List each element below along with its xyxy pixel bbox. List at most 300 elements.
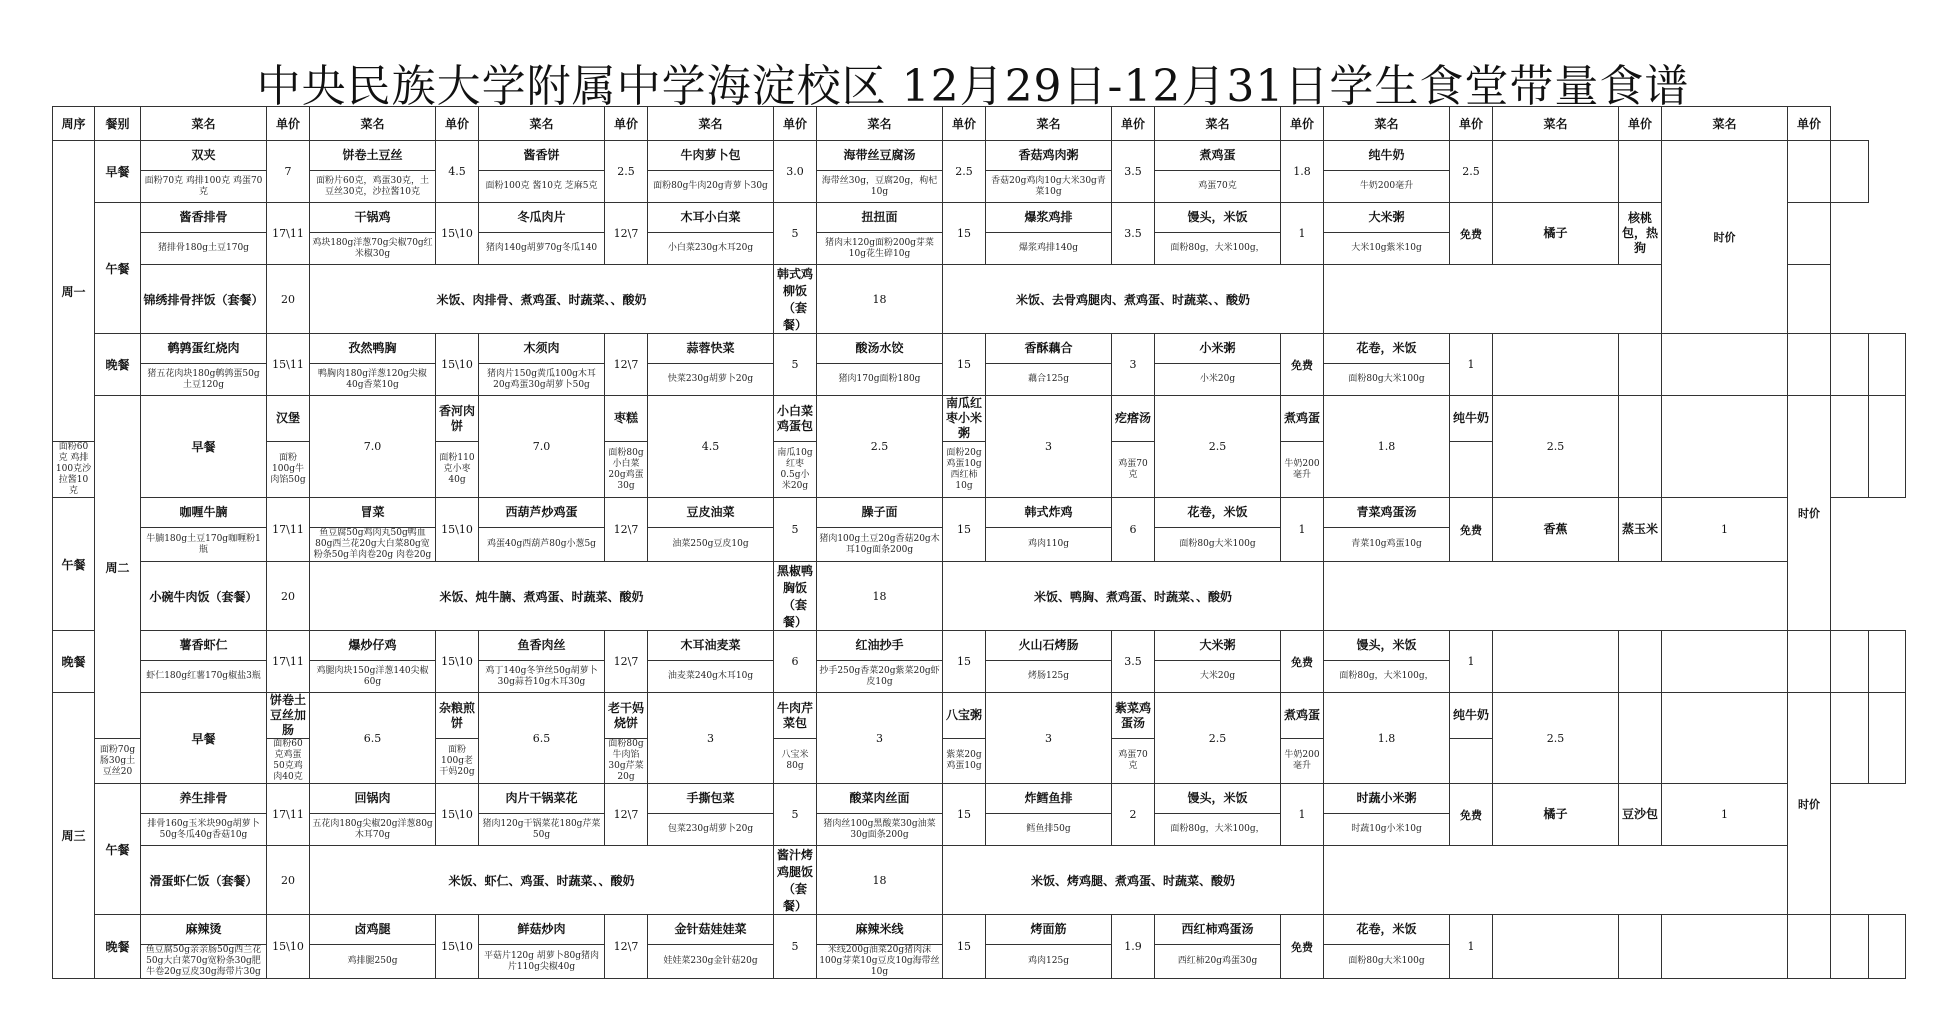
empty-cell (1493, 915, 1619, 979)
empty-cell (1788, 334, 1831, 396)
snack-name: 核桃包，热狗 (1619, 203, 1662, 265)
header-cell: 菜名 (141, 107, 267, 141)
dish-price: 2.5 (1155, 396, 1281, 498)
dish-ingredients: 包菜230g胡萝卜20g (648, 814, 774, 846)
header-cell: 单价 (267, 107, 310, 141)
empty-cell (1619, 915, 1662, 979)
header-cell: 周序 (53, 107, 95, 141)
dish-price: 15 (943, 631, 986, 693)
dish-ingredients: 猪肉140g胡萝70g冬瓜140 (479, 233, 605, 265)
dish-ingredients: 猪肉末120g面粉200g芽菜10g花生碎10g (817, 233, 943, 265)
combo-price: 20 (267, 265, 310, 334)
dish-price: 5 (774, 498, 817, 562)
snack-price: 1 (1662, 498, 1788, 562)
dish-price: 17\11 (267, 784, 310, 846)
day-label: 周二 (95, 396, 141, 739)
dish-ingredients: 香菇20g鸡肉10g大米30g青菜10g (986, 171, 1112, 203)
dish-price: 1 (1281, 203, 1324, 265)
dish-price: 2.5 (1493, 693, 1619, 784)
meal-label-lunch: 午餐 (53, 498, 95, 631)
dish-name: 孜然鸭胸 (310, 334, 436, 364)
combo-contents: 米饭、烤鸡腿、煮鸡蛋、时蔬菜、酸奶 (943, 846, 1324, 915)
dish-ingredients: 抄手250g香菜20g紫菜20g虾皮10g (817, 661, 943, 693)
dish-price: 17\11 (267, 498, 310, 562)
empty-cell (1619, 334, 1662, 396)
combo-contents: 米饭、鸭胸、煮鸡蛋、时蔬菜、、酸奶 (943, 562, 1324, 631)
dish-ingredients: 猪排骨180g土豆170g (141, 233, 267, 265)
header-cell: 菜名 (986, 107, 1112, 141)
dish-price: 1 (1450, 334, 1493, 396)
dish-ingredients: 鳕鱼排50g (986, 814, 1112, 846)
header-cell: 菜名 (1493, 107, 1619, 141)
dish-ingredients: 猪肉片150g黄瓜100g木耳20g鸡蛋30g胡萝卜50g (479, 364, 605, 396)
dish-ingredients: 面粉70克 鸡排100克 鸡蛋70克 (141, 171, 267, 203)
dish-ingredients: 鸡块180g洋葱70g尖椒70g红米椒30g (310, 233, 436, 265)
meal-label-dinner: 晚餐 (53, 631, 95, 693)
dish-ingredients: 牛奶200毫升 (1281, 739, 1324, 784)
dish-ingredients: 面粉70g肠30g土豆丝20 (95, 739, 141, 784)
dish-name: 薯香虾仁 (141, 631, 267, 661)
dish-name: 馒头，米饭 (1155, 784, 1281, 814)
dish-ingredients: 鸡蛋70克 (1155, 171, 1281, 203)
dish-ingredients: 海带丝30g，豆腐20g，枸杞10g (817, 171, 943, 203)
dish-name: 酱香排骨 (141, 203, 267, 233)
combo-contents: 米饭、去骨鸡腿肉、煮鸡蛋、时蔬菜、、酸奶 (943, 265, 1324, 334)
dish-price: 1 (1450, 631, 1493, 693)
empty-cell (1493, 334, 1619, 396)
empty-cell (1868, 396, 1906, 498)
dish-price: 15\10 (267, 915, 310, 979)
dish-ingredients: 面粉100克 酱10克 芝麻5克 (479, 171, 605, 203)
dish-ingredients: 鸡丁140g冬笋丝50g胡萝卜30g蒜苔10g木耳30g (479, 661, 605, 693)
menu-table (52, 106, 1906, 979)
fruit-name: 橘子 (1493, 203, 1619, 265)
dish-price: 1 (1450, 915, 1493, 979)
dish-name: 木耳小白菜 (648, 203, 774, 233)
dish-price: 免费 (1281, 334, 1324, 396)
dish-ingredients: 快菜230g胡萝卜20g (648, 364, 774, 396)
header-cell: 菜名 (648, 107, 774, 141)
day-label: 周一 (53, 141, 95, 442)
dish-name: 牛肉芹菜包 (774, 693, 817, 739)
dish-price: 1.8 (1281, 141, 1324, 203)
header-cell: 单价 (1112, 107, 1155, 141)
dish-ingredients: 面粉100g老干妈20g (436, 739, 479, 784)
dish-name: 南瓜红枣小米粥 (943, 396, 986, 442)
shared-price: 时价 (1788, 396, 1831, 631)
dish-ingredients: 小米20g (1155, 364, 1281, 396)
dish-price: 3 (1112, 334, 1155, 396)
dish-name: 卤鸡腿 (310, 915, 436, 945)
dish-price: 1 (1281, 784, 1324, 846)
dish-price: 免费 (1281, 915, 1324, 979)
dish-price: 3 (817, 693, 943, 784)
dish-price: 2 (1112, 784, 1155, 846)
dish-ingredients: 面粉80g，大米100g， (1155, 814, 1281, 846)
dish-name: 疙瘩汤 (1112, 396, 1155, 442)
meal-label-lunch: 午餐 (95, 203, 141, 334)
dish-name: 鲜菇炒肉 (479, 915, 605, 945)
header-cell: 单价 (1788, 107, 1831, 141)
dish-price: 15\11 (267, 334, 310, 396)
dish-price: 5 (774, 784, 817, 846)
dish-name: 煮鸡蛋 (1155, 141, 1281, 171)
dish-name: 麻辣烫 (141, 915, 267, 945)
header-cell: 菜名 (479, 107, 605, 141)
header-cell: 单价 (436, 107, 479, 141)
empty-cell (1868, 915, 1906, 979)
meal-label-dinner: 晚餐 (95, 915, 141, 979)
empty-cell (1324, 265, 1831, 334)
day-label: 周三 (53, 693, 95, 979)
dish-price: 免费 (1450, 498, 1493, 562)
dish-name: 酸菜肉丝面 (817, 784, 943, 814)
shared-price: 时价 (1662, 141, 1788, 334)
dish-ingredients: 时蔬10g小米10g (1324, 814, 1450, 846)
dish-ingredients: 青菜10g鸡蛋10g (1324, 528, 1450, 562)
dish-name: 大米粥 (1324, 203, 1450, 233)
header-cell: 单价 (1281, 107, 1324, 141)
dish-ingredients: 米线200g油菜20g猪肉沫100g芽菜10g豆皮10g海带丝10g (817, 945, 943, 979)
dish-price: 17\11 (267, 203, 310, 265)
dish-name: 馒头，米饭 (1324, 631, 1450, 661)
snack-name: 蒸玉米 (1619, 498, 1662, 562)
dish-name: 煮鸡蛋 (1281, 396, 1324, 442)
dish-name: 花卷，米饭 (1324, 915, 1450, 945)
dish-price: 2.5 (1155, 693, 1281, 784)
dish-name: 冒菜 (310, 498, 436, 528)
combo-name: 酱汁烤鸡腿饭（套餐） (774, 846, 817, 915)
dish-name: 干锅鸡 (310, 203, 436, 233)
empty-cell (1619, 141, 1662, 203)
dish-name: 扭扭面 (817, 203, 943, 233)
meal-label-breakfast: 早餐 (141, 396, 267, 498)
dish-price: 15\10 (436, 915, 479, 979)
header-cell: 单价 (605, 107, 648, 141)
dish-price: 15\10 (436, 631, 479, 693)
dish-ingredients: 面粉80g牛肉20g青萝卜30g (648, 171, 774, 203)
dish-price: 5 (774, 915, 817, 979)
empty-cell (1662, 915, 1788, 979)
dish-name: 老干妈烧饼 (605, 693, 648, 739)
empty-cell (1831, 915, 1869, 979)
empty-cell (1662, 396, 1788, 498)
combo-name: 滑蛋虾仁饭（套餐） (141, 846, 267, 915)
dish-name: 纯牛奶 (1450, 693, 1493, 739)
dish-name: 木耳油麦菜 (648, 631, 774, 661)
dish-ingredients: 鸡肉110g (986, 528, 1112, 562)
dish-ingredients: 娃娃菜230g金针菇20g (648, 945, 774, 979)
dish-price: 免费 (1281, 631, 1324, 693)
header-cell: 菜名 (1662, 107, 1788, 141)
empty-cell (1831, 396, 1869, 498)
dish-name: 纯牛奶 (1450, 396, 1493, 442)
dish-name: 牛肉萝卜包 (648, 141, 774, 171)
dish-name: 炸鳕鱼排 (986, 784, 1112, 814)
combo-contents: 米饭、虾仁、鸡蛋、时蔬菜、、酸奶 (310, 846, 774, 915)
combo-price: 18 (817, 562, 943, 631)
dish-name: 饼卷土豆丝 (310, 141, 436, 171)
dish-price: 15\10 (436, 498, 479, 562)
header-cell: 菜名 (1324, 107, 1450, 141)
dish-price: 6.5 (479, 693, 605, 784)
dish-price: 5 (774, 203, 817, 265)
dish-price: 12\7 (605, 784, 648, 846)
dish-price: 12\7 (605, 631, 648, 693)
dish-name: 杂粮煎饼 (436, 693, 479, 739)
combo-name: 小碗牛肉饭（套餐） (141, 562, 267, 631)
empty-cell (1619, 693, 1662, 784)
shared-price: 时价 (1788, 693, 1831, 915)
dish-name: 臊子面 (817, 498, 943, 528)
dish-ingredients: 猪五花肉块180g鹌鹑蛋50g土豆120g (141, 364, 267, 396)
dish-name: 大米粥 (1155, 631, 1281, 661)
dish-ingredients: 鸭胸肉180g洋葱120g尖椒40g香菜10g (310, 364, 436, 396)
dish-price: 3.5 (1112, 203, 1155, 265)
meal-label-breakfast: 早餐 (95, 141, 141, 203)
dish-ingredients: 八宝米80g (774, 739, 817, 784)
dish-name: 馒头，米饭 (1155, 203, 1281, 233)
dish-ingredients: 猪肉丝100g黑酸菜30g油菜30g面条200g (817, 814, 943, 846)
dish-ingredients: 鸡蛋70克 (1112, 442, 1155, 498)
dish-price: 3 (986, 693, 1112, 784)
dish-ingredients: 小白菜230g木耳20g (648, 233, 774, 265)
dish-name: 香菇鸡肉粥 (986, 141, 1112, 171)
dish-price: 17\11 (267, 631, 310, 693)
dish-name: 汉堡 (267, 396, 310, 442)
dish-ingredients: 面粉60克鸡蛋50克鸡肉40克 (267, 739, 310, 784)
dish-price: 1 (1281, 498, 1324, 562)
dish-ingredients: 鸡排腿250g (310, 945, 436, 979)
dish-ingredients: 牛腩180g土豆170g咖喱粉1瓶 (141, 528, 267, 562)
dish-name: 酸汤水饺 (817, 334, 943, 364)
dish-name: 小白菜鸡蛋包 (774, 396, 817, 442)
dish-name: 海带丝豆腐汤 (817, 141, 943, 171)
dish-ingredients: 面粉80g，大米100g， (1324, 661, 1450, 693)
dish-name: 西葫芦炒鸡蛋 (479, 498, 605, 528)
dish-price: 3.5 (1112, 631, 1155, 693)
empty-cell (1493, 631, 1619, 693)
dish-price: 15\10 (436, 334, 479, 396)
empty-cell (1493, 141, 1619, 203)
dish-ingredients: 牛奶200毫升 (1324, 171, 1450, 203)
dish-name: 肉片干锅菜花 (479, 784, 605, 814)
dish-price: 5 (774, 334, 817, 396)
dish-ingredients: 猪肉100g土豆20g香菇20g木耳10g面条200g (817, 528, 943, 562)
dish-price: 7 (267, 141, 310, 203)
dish-name: 香河肉饼 (436, 396, 479, 442)
combo-contents: 米饭、炖牛腩、煮鸡蛋、时蔬菜、酸奶 (310, 562, 774, 631)
dish-ingredients: 猪肉170g面粉180g (817, 364, 943, 396)
empty-cell (1788, 141, 1831, 203)
snack-price (1788, 203, 1831, 265)
dish-price: 12\7 (605, 498, 648, 562)
combo-price: 20 (267, 562, 310, 631)
dish-name: 煮鸡蛋 (1281, 693, 1324, 739)
dish-price: 2.5 (605, 141, 648, 203)
dish-name: 酱香饼 (479, 141, 605, 171)
dish-ingredients: 油菜250g豆皮10g (648, 528, 774, 562)
dish-ingredients: 面粉20g鸡蛋10g西红柿10g (943, 442, 986, 498)
dish-ingredients: 面粉80g，大米100g， (1155, 233, 1281, 265)
dish-ingredients: 鸡蛋40g西葫芦80g小葱5g (479, 528, 605, 562)
header-row (53, 107, 1906, 141)
dish-name: 饼卷土豆丝加肠 (267, 693, 310, 739)
dish-ingredients: 紫菜20g鸡蛋10g (943, 739, 986, 784)
dish-ingredients: 面粉80g小白菜20g鸡蛋30g (605, 442, 648, 498)
dish-name: 爆炒仔鸡 (310, 631, 436, 661)
dish-price: 15\10 (436, 784, 479, 846)
dish-name: 豆皮油菜 (648, 498, 774, 528)
dish-price: 2.5 (1450, 141, 1493, 203)
dish-name: 香酥藕合 (986, 334, 1112, 364)
dish-name: 时蔬小米粥 (1324, 784, 1450, 814)
empty-cell (1831, 693, 1869, 784)
dish-ingredients: 面粉片60克，鸡蛋30克，土豆丝30克，沙拉酱10克 (310, 171, 436, 203)
dish-price: 6 (1112, 498, 1155, 562)
dish-ingredients: 面粉80g大米100g (1324, 945, 1450, 979)
empty-cell (1324, 846, 1831, 915)
dish-ingredients: 大米20g (1155, 661, 1281, 693)
dish-ingredients: 南瓜10g红枣0.5g小米20g (774, 442, 817, 498)
dish-price: 6 (774, 631, 817, 693)
empty-cell (1662, 334, 1788, 396)
dish-name: 西红柿鸡蛋汤 (1155, 915, 1281, 945)
dish-price: 6.5 (310, 693, 436, 784)
snack-price: 1 (1662, 784, 1788, 846)
dish-ingredients: 鸡蛋70克 (1112, 739, 1155, 784)
dish-price: 15 (943, 203, 986, 265)
dish-price: 12\7 (605, 915, 648, 979)
dish-price: 15 (943, 334, 986, 396)
empty-cell (1662, 631, 1788, 693)
dish-ingredients: 排骨160g玉米块90g胡萝卜50g冬瓜40g香菇10g (141, 814, 267, 846)
combo-price: 18 (817, 846, 943, 915)
empty-cell (1868, 693, 1906, 784)
combo-name: 锦绣排骨拌饭（套餐） (141, 265, 267, 334)
dish-ingredients: 藕合125g (986, 364, 1112, 396)
dish-price: 4.5 (436, 141, 479, 203)
empty-cell (1619, 396, 1662, 498)
dish-price: 1.8 (1324, 693, 1450, 784)
meal-label-lunch: 午餐 (95, 784, 141, 915)
dish-ingredients: 鱼豆腐50g亲亲肠50g西兰花50g大白菜70g宽粉条30g肥牛卷20g豆皮30g海带片30g (141, 945, 267, 979)
dish-ingredients: 烤肠125g (986, 661, 1112, 693)
dish-price: 3.0 (774, 141, 817, 203)
dish-price: 2.5 (817, 396, 943, 498)
dish-price: 免费 (1450, 784, 1493, 846)
dish-price: 1.8 (1324, 396, 1450, 498)
combo-name: 黑椒鸭胸饭（套餐） (774, 562, 817, 631)
meal-label-breakfast: 早餐 (141, 693, 267, 784)
dish-name: 烤面筋 (986, 915, 1112, 945)
dish-price: 3 (648, 693, 774, 784)
dish-price: 免费 (1450, 203, 1493, 265)
header-cell: 菜名 (310, 107, 436, 141)
dish-price: 12\7 (605, 203, 648, 265)
dish-ingredients: 面粉60克 鸡排100克沙拉酱10克 (53, 442, 95, 498)
dish-ingredients: 牛奶200毫升 (1281, 442, 1324, 498)
dish-name: 爆浆鸡排 (986, 203, 1112, 233)
dish-ingredients: 鱼豆腐50g鸡肉丸50g鸭血80g西兰花20g大白菜80g宽粉条50g羊肉卷20g 肉卷20g (310, 528, 436, 562)
empty-cell (1788, 915, 1831, 979)
dish-ingredients: 面粉80g大米100g (1155, 528, 1281, 562)
header-cell: 单价 (774, 107, 817, 141)
dish-name: 韩式炸鸡 (986, 498, 1112, 528)
dish-ingredients: 平菇片120g 胡萝卜80g猪肉片110g尖椒40g (479, 945, 605, 979)
dish-name: 蒜蓉快菜 (648, 334, 774, 364)
dish-price: 4.5 (648, 396, 774, 498)
dish-ingredients: 鸡腿肉块150g洋葱140尖椒60g (310, 661, 436, 693)
empty-cell (1831, 631, 1869, 693)
dish-price: 2.5 (943, 141, 986, 203)
empty-cell (1324, 562, 1831, 631)
dish-price: 1.9 (1112, 915, 1155, 979)
dish-price: 12\7 (605, 334, 648, 396)
dish-name: 青菜鸡蛋汤 (1324, 498, 1450, 528)
empty-cell (1662, 693, 1788, 784)
header-cell: 餐别 (95, 107, 141, 141)
fruit-name: 橘子 (1493, 784, 1619, 846)
dish-price: 3 (986, 396, 1112, 498)
dish-price: 3.5 (1112, 141, 1155, 203)
empty-cell (1788, 631, 1831, 693)
dish-ingredients: 面粉100g牛肉馅50g (267, 442, 310, 498)
dish-ingredients: 鸡肉125g (986, 945, 1112, 979)
dish-price: 7.0 (310, 396, 436, 498)
combo-price: 20 (267, 846, 310, 915)
dish-name: 鱼香肉丝 (479, 631, 605, 661)
dish-name: 冬瓜肉片 (479, 203, 605, 233)
dish-price: 2.5 (1493, 396, 1619, 498)
dish-name: 火山石烤肠 (986, 631, 1112, 661)
dish-ingredients: 面粉80g大米100g (1324, 364, 1450, 396)
empty-cell (1868, 631, 1906, 693)
dish-price: 15\10 (436, 203, 479, 265)
dish-ingredients: 虾仁180g红薯170g椒盐3瓶 (141, 661, 267, 693)
dish-price: 7.0 (479, 396, 605, 498)
dish-name: 木须肉 (479, 334, 605, 364)
dish-name: 花卷，米饭 (1155, 498, 1281, 528)
dish-name: 小米粥 (1155, 334, 1281, 364)
dish-name: 麻辣米线 (817, 915, 943, 945)
dish-name: 枣糕 (605, 396, 648, 442)
dish-ingredients: 面粉80g牛肉馅30g芹菜20g (605, 739, 648, 784)
dish-name: 鹌鹑蛋红烧肉 (141, 334, 267, 364)
dish-name: 八宝粥 (943, 693, 986, 739)
dish-name: 红油抄手 (817, 631, 943, 661)
dish-ingredients: 五花肉180g尖椒20g洋葱80g木耳70g (310, 814, 436, 846)
dish-name: 手撕包菜 (648, 784, 774, 814)
empty-cell (1868, 334, 1906, 396)
header-cell: 单价 (1619, 107, 1662, 141)
dish-price: 15 (943, 784, 986, 846)
dish-name: 纯牛奶 (1324, 141, 1450, 171)
dish-price: 15 (943, 498, 986, 562)
dish-name: 金针菇娃娃菜 (648, 915, 774, 945)
combo-name: 韩式鸡柳饭（套餐） (774, 265, 817, 334)
header-cell: 菜名 (817, 107, 943, 141)
snack-name: 豆沙包 (1619, 784, 1662, 846)
header-cell: 单价 (1450, 107, 1493, 141)
dish-name: 回锅肉 (310, 784, 436, 814)
page-title: 中央民族大学附属中学海淀校区 12月29日-12月31日学生食堂带量食谱 (256, 61, 1690, 112)
header-cell: 菜名 (1155, 107, 1281, 141)
combo-contents: 米饭、肉排骨、煮鸡蛋、时蔬菜、、酸奶 (310, 265, 774, 334)
dish-name: 双夹 (141, 141, 267, 171)
empty-cell (1831, 141, 1869, 203)
combo-price: 18 (817, 265, 943, 334)
